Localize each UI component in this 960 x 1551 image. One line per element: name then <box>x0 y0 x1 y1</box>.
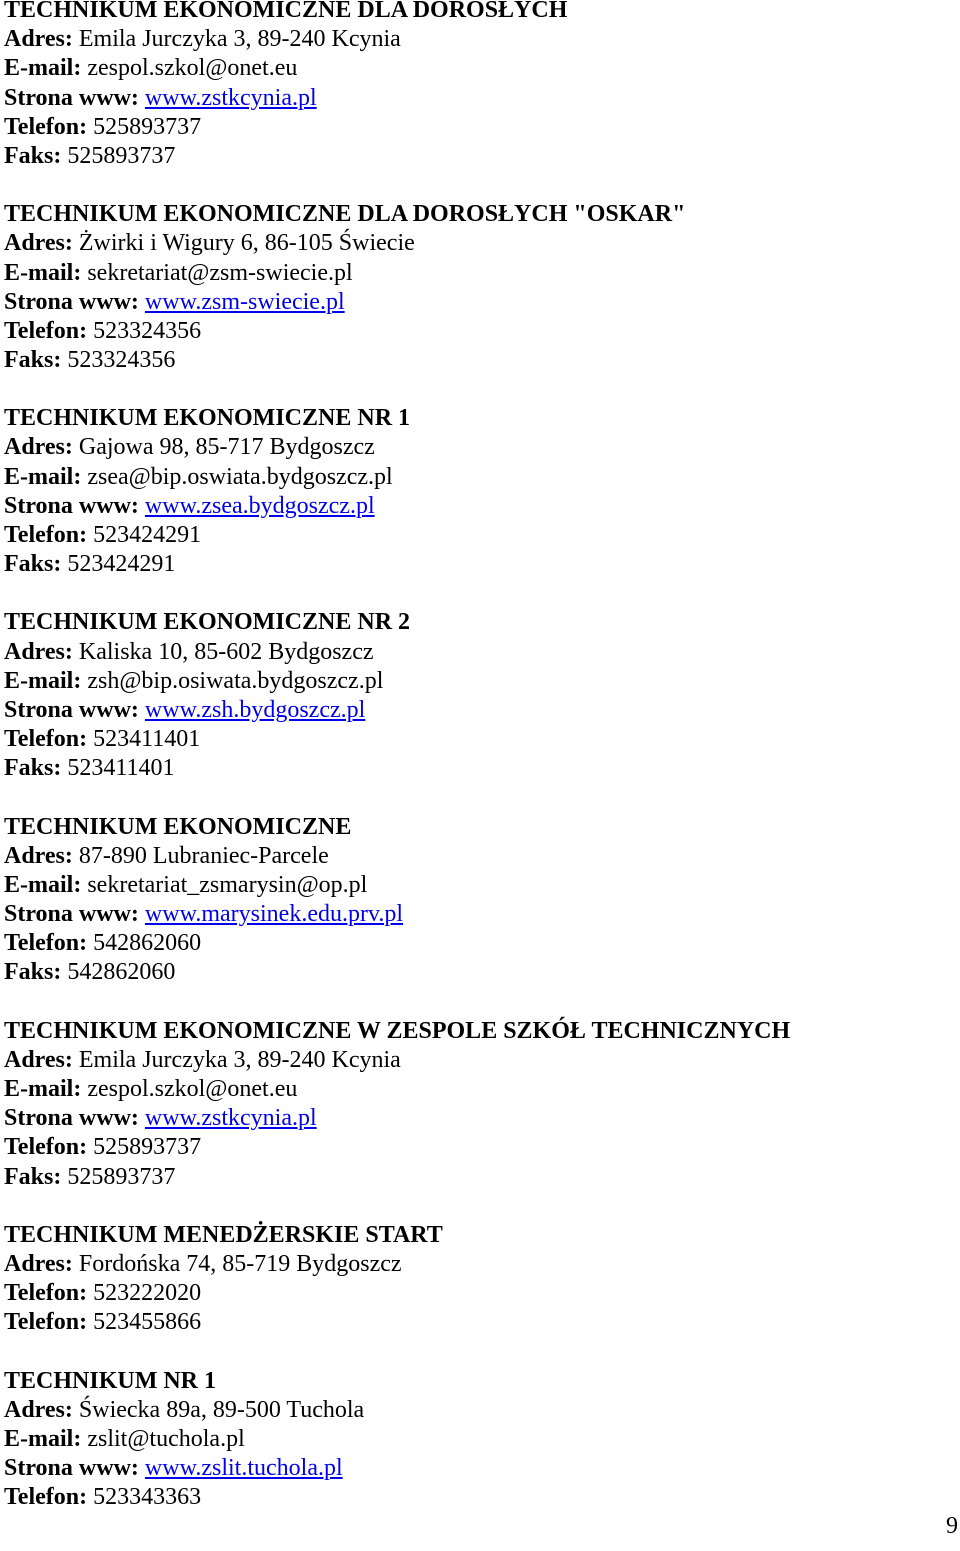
field-line <box>4 958 954 987</box>
field-label: Telefon: <box>4 1134 88 1161</box>
field-label: Faks: <box>4 1163 62 1190</box>
field-label: Adres: <box>4 230 73 257</box>
field-value: 523411401 <box>67 755 175 782</box>
field-label: Strona www: <box>4 288 139 315</box>
field-value: 525893737 <box>93 1134 202 1161</box>
field-line <box>4 871 954 900</box>
field-label: Strona www: <box>4 84 139 111</box>
school-name: TECHNIKUM EKONOMICZNE W ZESPOLE SZKÓŁ TECHNICZNYCH <box>4 1017 791 1044</box>
field-label: Faks: <box>4 142 62 169</box>
field-line <box>4 229 954 258</box>
field-line <box>4 25 954 54</box>
field-value: 542862060 <box>93 930 202 957</box>
page-number: 9 <box>946 1513 958 1539</box>
field-label: Telefon: <box>4 317 88 344</box>
field-line <box>4 842 954 871</box>
field-label: Telefon: <box>4 1484 88 1511</box>
school-name: TECHNIKUM EKONOMICZNE NR 1 <box>4 405 411 432</box>
field-value: Gajowa 98, 85-717 Bydgoszcz <box>78 434 375 461</box>
school-name: TECHNIKUM EKONOMICZNE DLA DOROSŁYCH "OSKAR" <box>4 201 686 228</box>
field-value: Świecka 89a, 89-500 Tuchola <box>78 1396 365 1423</box>
website-link[interactable]: www.zsea.bydgoszcz.pl <box>144 492 375 519</box>
field-value: zsh@bip.osiwata.bydgoszcz.pl <box>87 667 384 694</box>
website-link[interactable]: www.zstkcynia.pl <box>144 84 317 111</box>
field-label: Adres: <box>4 1046 73 1073</box>
field-line <box>4 1425 954 1454</box>
field-line <box>4 317 954 346</box>
field-value: Emila Jurczyka 3, 89-240 Kcynia <box>78 1046 401 1073</box>
field-line <box>4 667 954 696</box>
field-line <box>4 346 954 375</box>
field-line <box>4 1483 954 1512</box>
field-label: Faks: <box>4 551 62 578</box>
field-line <box>4 900 954 929</box>
field-value: zespol.szkol@onet.eu <box>87 1076 298 1102</box>
field-line <box>4 288 954 317</box>
field-label: E-mail: <box>4 871 82 898</box>
field-label: E-mail: <box>4 259 82 286</box>
field-line <box>4 929 954 958</box>
website-link[interactable]: www.zsh.bydgoszcz.pl <box>144 696 366 723</box>
website-link[interactable]: www.zslit.tuchola.pl <box>144 1455 343 1482</box>
school-name: TECHNIKUM MENEDŻERSKIE START <box>4 1221 443 1248</box>
field-value: 525893737 <box>67 1163 176 1190</box>
school-name: TECHNIKUM NR 1 <box>4 1367 217 1394</box>
field-label: Telefon: <box>4 1309 88 1336</box>
field-line <box>4 54 954 83</box>
school-entry <box>4 404 954 579</box>
field-label: Adres: <box>4 1396 73 1423</box>
field-line <box>4 1250 954 1279</box>
field-value: Żwirki i Wigury 6, 86-105 Świecie <box>78 230 415 257</box>
field-label: Faks: <box>4 347 62 374</box>
field-line <box>4 492 954 521</box>
field-value: Fordońska 74, 85-719 Bydgoszcz <box>78 1250 402 1277</box>
field-label: Strona www: <box>4 1455 139 1482</box>
school-entry <box>4 1367 954 1513</box>
field-line <box>4 696 954 725</box>
school-entry <box>4 0 954 171</box>
field-line <box>4 550 954 579</box>
field-label: Adres: <box>4 1250 73 1277</box>
field-value: Kaliska 10, 85-602 Bydgoszcz <box>78 638 374 665</box>
field-label: Strona www: <box>4 901 139 928</box>
field-label: Telefon: <box>4 1280 88 1307</box>
field-line <box>4 1279 954 1308</box>
field-line <box>4 433 954 462</box>
field-label: Telefon: <box>4 113 88 140</box>
field-label: Faks: <box>4 959 62 986</box>
field-line <box>4 1104 954 1133</box>
field-label: E-mail: <box>4 1425 82 1452</box>
field-value: 525893737 <box>93 113 202 140</box>
field-line <box>4 1133 954 1162</box>
field-label: Adres: <box>4 26 73 53</box>
field-value: 523343363 <box>93 1484 202 1511</box>
field-label: Adres: <box>4 434 73 461</box>
school-directory <box>4 0 954 1541</box>
field-line <box>4 1046 954 1075</box>
school-name: TECHNIKUM EKONOMICZNE <box>4 813 352 840</box>
school-entry <box>4 1221 954 1338</box>
field-line <box>4 521 954 550</box>
field-label: E-mail: <box>4 667 82 694</box>
field-value: Emila Jurczyka 3, 89-240 Kcynia <box>78 26 401 53</box>
school-entry <box>4 200 954 375</box>
field-value: sekretariat@zsm-swiecie.pl <box>87 259 353 286</box>
field-value: 523222020 <box>93 1280 202 1307</box>
field-line <box>4 142 954 171</box>
field-label: Telefon: <box>4 726 88 753</box>
field-value: sekretariat_zsmarysin@op.pl <box>87 871 368 898</box>
field-line <box>4 754 954 783</box>
field-value: 525893737 <box>67 142 176 169</box>
field-label: E-mail: <box>4 463 82 490</box>
field-value: 523324356 <box>93 317 202 344</box>
field-line <box>4 1075 954 1104</box>
field-label: E-mail: <box>4 1076 82 1102</box>
school-entry <box>4 608 954 783</box>
field-value: 87-890 Lubraniec-Parcele <box>78 842 329 869</box>
school-entry <box>4 813 954 988</box>
field-line <box>4 259 954 288</box>
field-label: Adres: <box>4 842 73 869</box>
website-link[interactable]: www.zstkcynia.pl <box>144 1105 317 1132</box>
field-value: 523411401 <box>93 726 201 753</box>
field-line <box>4 638 954 667</box>
field-value: 523455866 <box>93 1309 202 1336</box>
field-label: Strona www: <box>4 696 139 723</box>
field-value: 523424291 <box>67 551 176 578</box>
field-label: E-mail: <box>4 55 82 82</box>
field-label: Strona www: <box>4 492 139 519</box>
field-value: 523424291 <box>93 522 202 548</box>
field-label: Faks: <box>4 755 62 782</box>
field-line <box>4 1454 954 1483</box>
field-label: Strona www: <box>4 1105 139 1132</box>
field-line <box>4 463 954 492</box>
field-line <box>4 84 954 113</box>
school-name: TECHNIKUM EKONOMICZNE NR 2 <box>4 609 411 636</box>
website-link[interactable]: www.zsm-swiecie.pl <box>144 288 345 315</box>
website-link[interactable]: www.marysinek.edu.prv.pl <box>144 901 404 928</box>
field-line <box>4 113 954 142</box>
field-value: zespol.szkol@onet.eu <box>87 55 298 82</box>
field-line <box>4 1308 954 1337</box>
field-line <box>4 1163 954 1192</box>
field-value: zslit@tuchola.pl <box>87 1425 245 1452</box>
field-line <box>4 725 954 754</box>
field-label: Telefon: <box>4 522 88 548</box>
field-line <box>4 1396 954 1425</box>
school-name: TECHNIKUM EKONOMICZNE DLA DOROSŁYCH <box>4 0 568 23</box>
field-value: 523324356 <box>67 347 176 374</box>
field-value: 542862060 <box>67 959 176 986</box>
field-value: zsea@bip.oswiata.bydgoszcz.pl <box>87 463 393 490</box>
school-entry <box>4 1017 954 1192</box>
field-label: Adres: <box>4 638 73 665</box>
field-label: Telefon: <box>4 930 88 957</box>
